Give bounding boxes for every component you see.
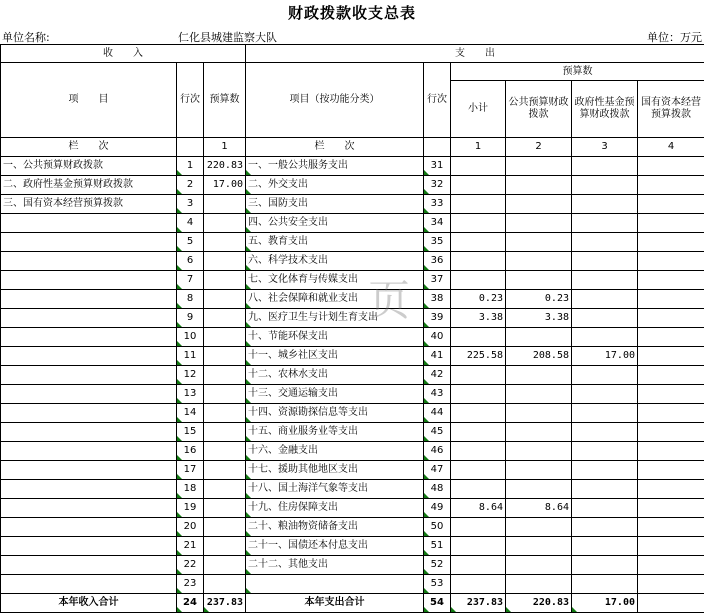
expense-state-capital [638, 442, 704, 461]
expense-total-no: 54 [424, 594, 451, 613]
expense-item: 十六、金融支出 [246, 442, 424, 461]
table-row [1, 366, 704, 385]
income-item: 二、政府性基金预算财政拨款 [1, 176, 177, 195]
colnum-n2: 2 [506, 138, 572, 157]
expense-total-label: 本年支出合计 [246, 594, 424, 613]
public-budget-header: 公共预算财政拨款 [506, 81, 572, 138]
expense-state-capital [638, 328, 704, 347]
income-item: 一、公共预算财政拨款 [1, 157, 177, 176]
colnum-n4: 4 [638, 138, 704, 157]
total-public: 220.83 [506, 594, 572, 613]
expense-gov-fund [572, 518, 638, 537]
income-item [1, 328, 177, 347]
expense-section-header: 支 出 [246, 45, 704, 63]
income-budget [204, 271, 246, 290]
expense-row-no: 33 [424, 195, 451, 214]
expense-public-budget [506, 480, 572, 499]
income-row-no: 21 [177, 537, 204, 556]
total-gov: 17.00 [572, 594, 638, 613]
expense-item: 二十、粮油物资储备支出 [246, 518, 424, 537]
income-row-no: 9 [177, 309, 204, 328]
expense-state-capital [638, 195, 704, 214]
income-item [1, 366, 177, 385]
table-row [1, 214, 704, 233]
expense-row-no: 51 [424, 537, 451, 556]
income-row-no: 4 [177, 214, 204, 233]
expense-public-budget: 208.58 [506, 347, 572, 366]
state-capital-header: 国有资本经营预算拨款 [638, 81, 704, 138]
colnum-1: 1 [204, 138, 246, 157]
income-item [1, 347, 177, 366]
income-budget [204, 575, 246, 594]
expense-subtotal [451, 423, 506, 442]
expense-public-budget [506, 537, 572, 556]
income-item [1, 461, 177, 480]
expense-subtotal [451, 328, 506, 347]
expense-subtotal [451, 461, 506, 480]
total-subtotal: 237.83 [451, 594, 506, 613]
expense-row-no: 39 [424, 309, 451, 328]
income-item [1, 442, 177, 461]
expense-state-capital [638, 537, 704, 556]
expense-subtotal [451, 385, 506, 404]
expense-public-budget [506, 366, 572, 385]
expense-row-no: 43 [424, 385, 451, 404]
expense-item-header: 项目（按功能分类） [246, 63, 424, 138]
expense-gov-fund [572, 366, 638, 385]
income-budget [204, 385, 246, 404]
expense-item: 二十二、其他支出 [246, 556, 424, 575]
expense-item: 十一、城乡社区支出 [246, 347, 424, 366]
expense-row-no: 37 [424, 271, 451, 290]
expense-item: 一、一般公共服务支出 [246, 157, 424, 176]
expense-public-budget [506, 195, 572, 214]
income-item-header: 项 目 [1, 63, 177, 138]
income-budget [204, 328, 246, 347]
income-total-no: 24 [177, 594, 204, 613]
income-item [1, 518, 177, 537]
income-row-no: 12 [177, 366, 204, 385]
expense-row-no: 48 [424, 480, 451, 499]
income-item [1, 537, 177, 556]
income-budget [204, 423, 246, 442]
expense-row-no: 31 [424, 157, 451, 176]
income-row-no: 16 [177, 442, 204, 461]
expense-state-capital [638, 290, 704, 309]
expense-subtotal [451, 442, 506, 461]
expense-subtotal [451, 556, 506, 575]
expense-gov-fund: 17.00 [572, 347, 638, 366]
expense-item: 四、公共安全支出 [246, 214, 424, 233]
table-row [1, 195, 704, 214]
income-row-no: 13 [177, 385, 204, 404]
table-row [1, 157, 704, 176]
expense-row-no: 45 [424, 423, 451, 442]
colnum-n3: 3 [572, 138, 638, 157]
expense-subtotal [451, 233, 506, 252]
unit-name-value: 仁化县城建监察大队 [178, 29, 277, 45]
income-row-no: 5 [177, 233, 204, 252]
expense-subtotal [451, 176, 506, 195]
income-row-no: 11 [177, 347, 204, 366]
colnum-label-left: 栏 次 [1, 138, 177, 157]
expense-gov-fund [572, 499, 638, 518]
colnum-cell [177, 138, 204, 157]
expense-row-no: 49 [424, 499, 451, 518]
expense-item: 三、国防支出 [246, 195, 424, 214]
income-budget [204, 461, 246, 480]
expense-subtotal: 0.23 [451, 290, 506, 309]
expense-subtotal: 3.38 [451, 309, 506, 328]
expense-gov-fund [572, 309, 638, 328]
expense-gov-fund [572, 328, 638, 347]
expense-item: 二十一、国债还本付息支出 [246, 537, 424, 556]
expense-item: 八、社会保障和就业支出 [246, 290, 424, 309]
expense-public-budget [506, 556, 572, 575]
expense-state-capital [638, 423, 704, 442]
income-budget [204, 252, 246, 271]
expense-state-capital [638, 214, 704, 233]
expense-public-budget [506, 214, 572, 233]
expense-public-budget [506, 518, 572, 537]
expense-subtotal: 225.58 [451, 347, 506, 366]
expense-public-budget [506, 157, 572, 176]
colnum-n1: 1 [451, 138, 506, 157]
expense-state-capital [638, 157, 704, 176]
income-item [1, 499, 177, 518]
income-budget [204, 233, 246, 252]
expense-item: 九、医疗卫生与计划生育支出 [246, 309, 424, 328]
expense-public-budget [506, 328, 572, 347]
expense-state-capital [638, 575, 704, 594]
expense-row-no: 34 [424, 214, 451, 233]
expense-gov-fund [572, 214, 638, 233]
colnum-label-right: 栏 次 [246, 138, 424, 157]
gov-fund-header: 政府性基金预算财政拨款 [572, 81, 638, 138]
expense-public-budget: 0.23 [506, 290, 572, 309]
expense-subtotal [451, 157, 506, 176]
income-item [1, 252, 177, 271]
table-row [1, 461, 704, 480]
expense-row-no: 38 [424, 290, 451, 309]
table-row [1, 499, 704, 518]
expense-public-budget [506, 233, 572, 252]
table-row [1, 404, 704, 423]
expense-row-no: 50 [424, 518, 451, 537]
table-row [1, 309, 704, 328]
table-row [1, 537, 704, 556]
expense-gov-fund [572, 442, 638, 461]
expense-item: 七、文化体育与传媒支出 [246, 271, 424, 290]
unit-name-label: 单位名称: [2, 29, 50, 45]
income-row-no: 22 [177, 556, 204, 575]
subtotal-header: 小计 [451, 81, 506, 138]
income-budget [204, 480, 246, 499]
income-item [1, 214, 177, 233]
table-row [1, 575, 704, 594]
income-row-no: 19 [177, 499, 204, 518]
income-item [1, 290, 177, 309]
expense-public-budget [506, 176, 572, 195]
income-item [1, 271, 177, 290]
table-row [1, 385, 704, 404]
expense-state-capital [638, 366, 704, 385]
table-row [1, 290, 704, 309]
income-row-no: 8 [177, 290, 204, 309]
expense-row-no-header: 行次 [424, 63, 451, 138]
table-row [1, 480, 704, 499]
expense-state-capital [638, 404, 704, 423]
expense-gov-fund [572, 195, 638, 214]
income-budget-header: 预算数 [204, 63, 246, 138]
budget-summary-table [0, 44, 704, 613]
income-item [1, 423, 177, 442]
expense-item: 十七、援助其他地区支出 [246, 461, 424, 480]
expense-row-no: 44 [424, 404, 451, 423]
expense-gov-fund [572, 423, 638, 442]
money-unit-label: 单位：万元 [647, 29, 702, 45]
expense-state-capital [638, 518, 704, 537]
income-item [1, 575, 177, 594]
expense-item: 十八、国土海洋气象等支出 [246, 480, 424, 499]
income-item [1, 233, 177, 252]
expense-public-budget [506, 271, 572, 290]
expense-state-capital [638, 461, 704, 480]
expense-gov-fund [572, 461, 638, 480]
expense-public-budget [506, 404, 572, 423]
income-row-no: 6 [177, 252, 204, 271]
expense-public-budget [506, 442, 572, 461]
income-row-no-header: 行次 [177, 63, 204, 138]
expense-row-no: 35 [424, 233, 451, 252]
income-row-no: 15 [177, 423, 204, 442]
colnum-cell [424, 138, 451, 157]
expense-row-no: 42 [424, 366, 451, 385]
table-row [1, 518, 704, 537]
expense-subtotal [451, 195, 506, 214]
table-row [1, 556, 704, 575]
income-budget [204, 442, 246, 461]
expense-subtotal [451, 537, 506, 556]
expense-gov-fund [572, 404, 638, 423]
expense-subtotal [451, 575, 506, 594]
page-title: 财政拨款收支总表 [0, 2, 704, 23]
income-budget [204, 518, 246, 537]
expense-state-capital [638, 271, 704, 290]
table-row [1, 442, 704, 461]
income-budget [204, 537, 246, 556]
expense-item: 十三、交通运输支出 [246, 385, 424, 404]
income-row-no: 17 [177, 461, 204, 480]
income-row-no: 1 [177, 157, 204, 176]
income-item: 三、国有资本经营预算拨款 [1, 195, 177, 214]
income-budget [204, 309, 246, 328]
expense-public-budget [506, 461, 572, 480]
expense-gov-fund [572, 480, 638, 499]
expense-public-budget: 8.64 [506, 499, 572, 518]
expense-subtotal [451, 480, 506, 499]
expense-row-no: 36 [424, 252, 451, 271]
income-row-no: 23 [177, 575, 204, 594]
expense-gov-fund [572, 290, 638, 309]
expense-gov-fund [572, 575, 638, 594]
income-row-no: 10 [177, 328, 204, 347]
expense-subtotal [451, 214, 506, 233]
income-item [1, 480, 177, 499]
income-item [1, 404, 177, 423]
income-total-value: 237.83 [204, 594, 246, 613]
expense-state-capital [638, 347, 704, 366]
income-budget [204, 404, 246, 423]
income-item [1, 556, 177, 575]
expense-gov-fund [572, 233, 638, 252]
expense-row-no: 52 [424, 556, 451, 575]
expense-row-no: 46 [424, 442, 451, 461]
expense-item: 十、节能环保支出 [246, 328, 424, 347]
expense-state-capital [638, 480, 704, 499]
income-budget [204, 556, 246, 575]
income-budget [204, 366, 246, 385]
expense-gov-fund [572, 271, 638, 290]
income-row-no: 18 [177, 480, 204, 499]
expense-subtotal [451, 518, 506, 537]
income-budget: 17.00 [204, 176, 246, 195]
expense-item: 二、外交支出 [246, 176, 424, 195]
expense-public-budget [506, 252, 572, 271]
expense-public-budget [506, 385, 572, 404]
expense-public-budget [506, 575, 572, 594]
expense-state-capital [638, 556, 704, 575]
expense-gov-fund [572, 176, 638, 195]
table-row [1, 233, 704, 252]
expense-item: 十九、住房保障支出 [246, 499, 424, 518]
expense-row-no: 32 [424, 176, 451, 195]
expense-budget-header: 预算数 [451, 63, 704, 81]
expense-item: 十四、资源勘探信息等支出 [246, 404, 424, 423]
income-total-label: 本年收入合计 [1, 594, 177, 613]
expense-row-no: 40 [424, 328, 451, 347]
income-row-no: 3 [177, 195, 204, 214]
income-budget [204, 347, 246, 366]
expense-row-no: 53 [424, 575, 451, 594]
income-item [1, 385, 177, 404]
income-row-no: 20 [177, 518, 204, 537]
expense-state-capital [638, 176, 704, 195]
expense-state-capital [638, 499, 704, 518]
income-budget [204, 290, 246, 309]
table-row [1, 347, 704, 366]
expense-item: 五、教育支出 [246, 233, 424, 252]
income-budget [204, 195, 246, 214]
expense-gov-fund [572, 385, 638, 404]
table-row [1, 328, 704, 347]
expense-gov-fund [572, 537, 638, 556]
expense-state-capital [638, 309, 704, 328]
expense-public-budget [506, 423, 572, 442]
income-section-header: 收 入 [1, 45, 246, 63]
table-row [1, 176, 704, 195]
income-row-no: 7 [177, 271, 204, 290]
expense-subtotal [451, 404, 506, 423]
expense-subtotal [451, 366, 506, 385]
expense-subtotal: 8.64 [451, 499, 506, 518]
expense-item: 十五、商业服务业等支出 [246, 423, 424, 442]
income-row-no: 2 [177, 176, 204, 195]
expense-gov-fund [572, 157, 638, 176]
expense-state-capital [638, 233, 704, 252]
expense-state-capital [638, 385, 704, 404]
income-budget [204, 214, 246, 233]
income-item [1, 309, 177, 328]
expense-item: 十二、农林水支出 [246, 366, 424, 385]
expense-item [246, 575, 424, 594]
table-row [1, 423, 704, 442]
income-row-no: 14 [177, 404, 204, 423]
table-row [1, 252, 704, 271]
watermark-text: 页 [368, 268, 410, 328]
expense-gov-fund [572, 556, 638, 575]
expense-subtotal [451, 271, 506, 290]
expense-item: 六、科学技术支出 [246, 252, 424, 271]
expense-gov-fund [572, 252, 638, 271]
total-row [1, 594, 704, 613]
expense-public-budget: 3.38 [506, 309, 572, 328]
expense-state-capital [638, 252, 704, 271]
income-budget [204, 499, 246, 518]
table-row [1, 271, 704, 290]
total-state [638, 594, 704, 613]
expense-row-no: 41 [424, 347, 451, 366]
income-budget: 220.83 [204, 157, 246, 176]
expense-row-no: 47 [424, 461, 451, 480]
expense-subtotal [451, 252, 506, 271]
